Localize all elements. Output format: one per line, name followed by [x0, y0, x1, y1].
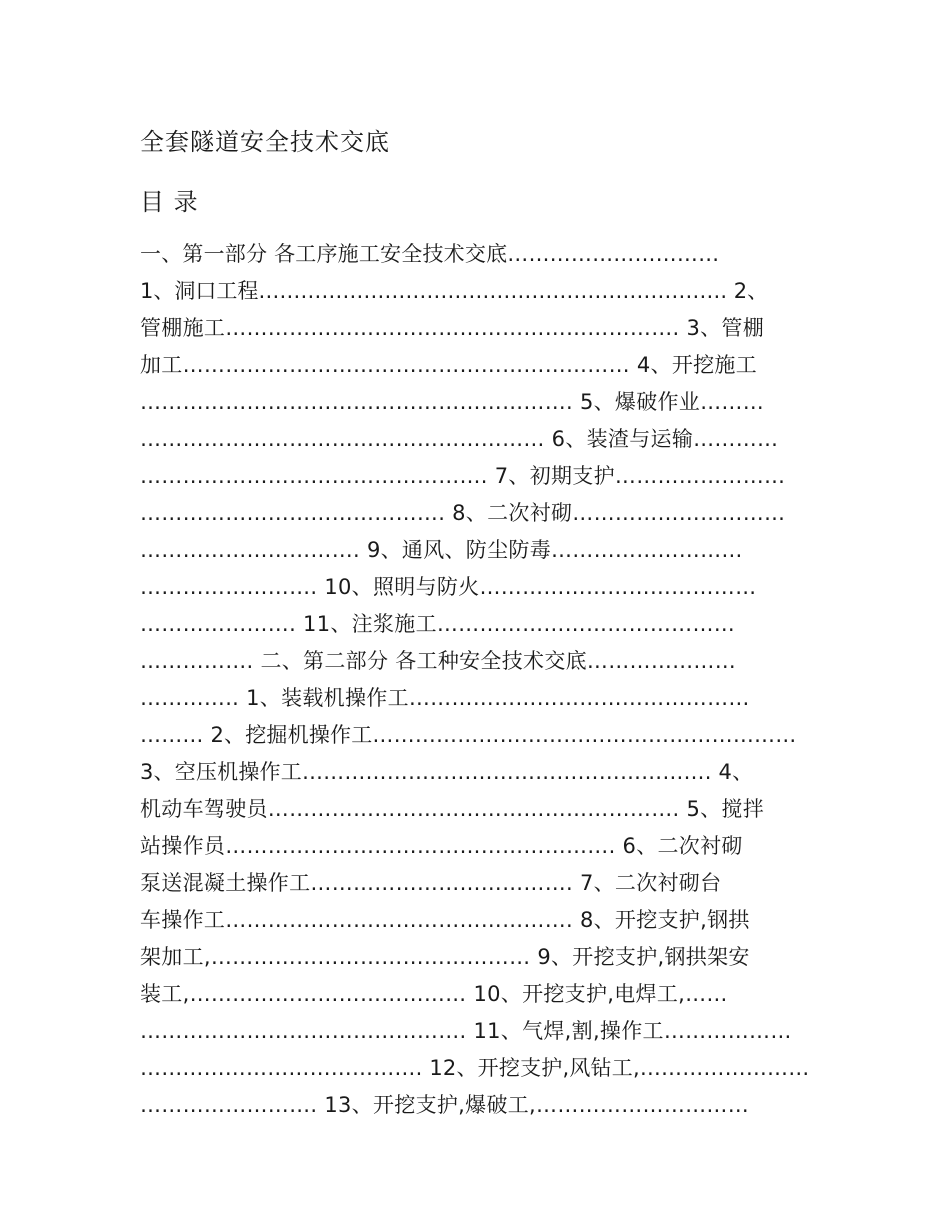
toc-line: …………………………………. 12、开挖支护,风钻工,…………………… [140, 1056, 810, 1080]
toc-line: ……………. 二、第二部分 各工种安全技术交底………………… [140, 649, 737, 673]
toc-line: 加工……………………………………………………… 4、开挖施工 [140, 353, 758, 377]
toc-line: ……………………. 10、照明与防火………………………………… [140, 575, 757, 599]
document-title: 全套隧道安全技术交底 [140, 128, 390, 156]
toc-line: ………………………………………………… 6、装渣与运输………… [140, 427, 779, 451]
toc-line: ………………………………………. 11、气焊,割,操作工……………… [140, 1019, 792, 1043]
toc-line: 3、空压机操作工…………………………………………………. 4、 [140, 760, 754, 784]
toc-line: 泵送混凝土操作工………………………………. 7、二次衬砌台 [140, 871, 722, 895]
toc-line: …………………………………………. 7、初期支护…………………… [140, 464, 786, 488]
toc-line: ……………………………………………………. 5、爆破作业……… [140, 390, 765, 414]
toc-line: 1、洞口工程…………………………………………………………. 2、 [140, 279, 769, 303]
toc-line: 站操作员………………………………………………. 6、二次衬砌 [140, 834, 743, 858]
toc-line: …………………. 11、注浆施工…………………………………… [140, 612, 736, 636]
toc-line: ……… 2、挖掘机操作工…………………………………………………… [140, 723, 797, 747]
toc-line: ………….. 1、装载机操作工………………………………………… [140, 686, 750, 710]
toc-line: 机动车驾驶员…………………………………………………. 5、搅拌 [140, 797, 765, 821]
toc-line: ……………………. 13、开挖支护,爆破工,………………………… [140, 1093, 750, 1117]
toc-line: 一、第一部分 各工序施工安全技术交底………………………… [140, 242, 720, 266]
toc-line: 管棚施工………………………………………………………. 3、管棚 [140, 316, 765, 340]
toc-line: ……………………………………. 8、二次衬砌………………………… [140, 501, 786, 525]
toc-heading: 目 录 [140, 188, 199, 216]
toc-line: 架加工,……………………………………… 9、开挖支护,钢拱架安 [140, 945, 750, 969]
toc-line: …………………………. 9、通风、防尘防毒……………………… [140, 538, 743, 562]
toc-line: 车操作工…………………………………………. 8、开挖支护,钢拱 [140, 908, 750, 932]
toc-line: 装工,………………………………… 10、开挖支护,电焊工,…… [140, 982, 728, 1006]
